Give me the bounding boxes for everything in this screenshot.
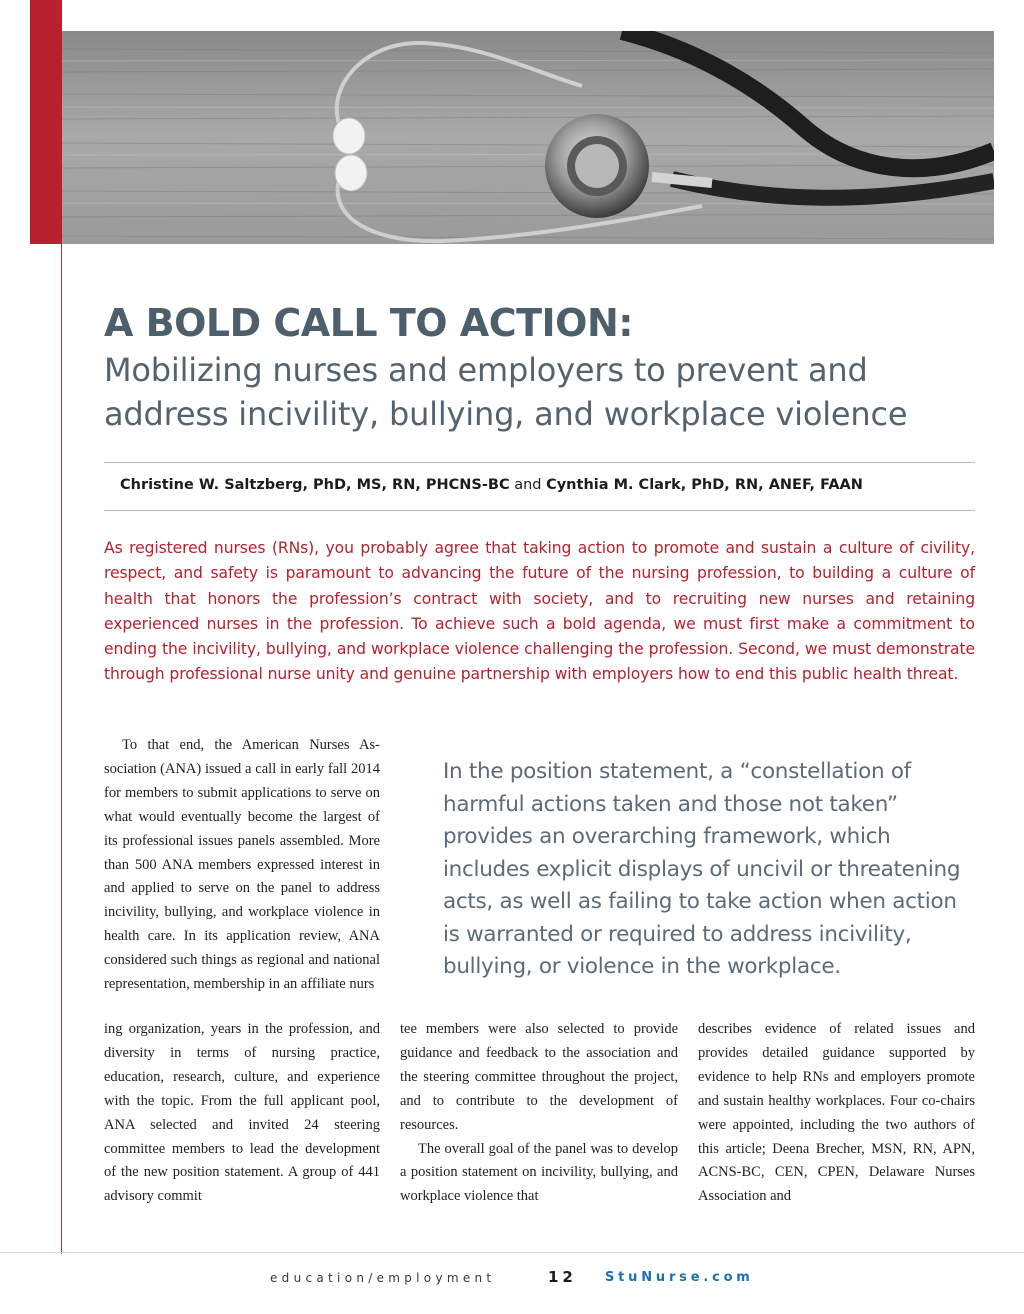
- column-2: [400, 1018, 678, 1209]
- footer-section: education/employment: [270, 1271, 496, 1285]
- bottom-divider: [104, 510, 975, 511]
- body-paragraph: describes evidence of related issues and provides detailed guidance supported by evidence to help RNs and employers promote and sustain healthy workplaces. Four co-chairs were appointed, including the two authors of this article; Deena Brecher, MSN, RN, APN, ACNS-BC, CEN, CPEN, Delaware Nurses Association and: [698, 1021, 975, 1205]
- column-1-top: [104, 734, 380, 997]
- intro-paragraph: As registered nurses (RNs), you probably agree that taking action to promote and sustain a culture of civility, respect, and safety is paramount to advancing the future of the nursing profession, to building a culture of health that honors the profession’s contract with society, and to recruiting new nurses and retaining experienced nurses in the profession. To achieve such a bold agenda, we must first make a commitment to ending the incivility, bullying, and workplace violence challenging the profession. Second, we must demonstrate through professional nurse unity and genuine partnership with employers how to end this public health threat.: [104, 539, 975, 684]
- body-paragraph: To that end, the American Nurses Association (ANA) issued a call in early fall 2014 for members to submit applications to serve on what would eventually become the largest of its professional issues panels assembled. More than 500 ANA members expressed interest in and applied to serve on the panel to address incivility, bullying, and workplace violence in health care. In its application review, ANA considered such things as regional and national representation, membership in an affiliate nurs: [104, 737, 380, 993]
- red-accent-bar: [30, 0, 62, 244]
- red-margin-line: [61, 244, 62, 1254]
- footer-divider: [0, 1252, 1024, 1253]
- author-2: Cynthia M. Clark, PhD, RN, ANEF, FAAN: [546, 477, 863, 493]
- column-1-bottom: [104, 1018, 380, 1209]
- article-title: A BOLD CALL TO ACTION:: [104, 301, 633, 345]
- article-subtitle: Mobilizing nurses and employers to prevent and address incivility, bullying, and workplace violence: [104, 351, 908, 433]
- page-footer: [0, 1268, 1024, 1292]
- body-paragraph: The overall goal of the panel was to develop a position statement on incivility, bullying, and workplace violence that: [400, 1140, 678, 1205]
- author-1: Christine W. Saltzberg, PhD, MS, RN, PHCNS-BC: [120, 477, 510, 493]
- author-byline: [120, 477, 863, 493]
- column-3: [698, 1018, 975, 1209]
- body-paragraph: tee members were also selected to provide guidance and feedback to the association and the steering committee throughout the project, and to contribute to the development of resources.: [400, 1021, 678, 1133]
- stethoscope-photo: [62, 31, 994, 244]
- pull-quote: In the position statement, a “constellation of harmful actions taken and those not taken” provides an overarching framework, which includes explicit displays of uncivil or threatening acts, as well as failing to take action when action is warranted or required to address incivility, bullying, or violence in the workplace.: [443, 759, 961, 979]
- author-connector: and: [514, 477, 542, 493]
- top-divider: [104, 462, 975, 463]
- page-number: 12: [548, 1268, 577, 1286]
- footer-brand: StuNurse.com: [605, 1270, 754, 1285]
- body-paragraph: ing organization, years in the profession, and diversity in terms of nursing practice, education, research, culture, and experience with the topic. From the full applicant pool, ANA selected and invited 24 steering committee members to lead the development of the new position statement. A group of 441 advisory commit: [104, 1021, 380, 1205]
